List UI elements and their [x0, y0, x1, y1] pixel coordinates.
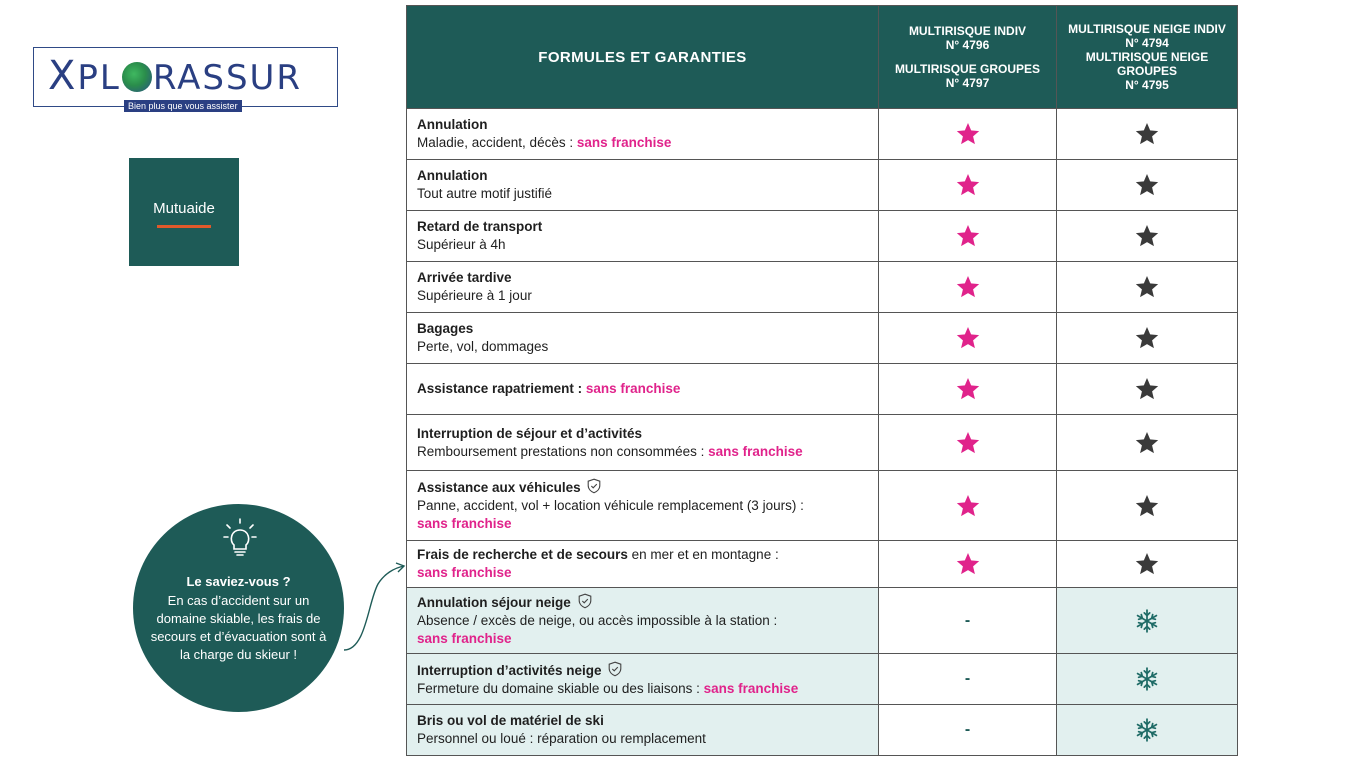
not-covered-dash: -: [964, 721, 971, 738]
star-icon: [1134, 121, 1160, 147]
snowflake-icon: [1134, 666, 1160, 692]
multirisque-neige-cell: [1057, 415, 1238, 471]
star-icon: [955, 430, 981, 456]
star-icon: [955, 551, 981, 577]
multirisque-neige-cell: [1057, 654, 1238, 705]
guarantee-title: Interruption de séjour et d’activités: [417, 425, 643, 441]
mutuaide-logo: [129, 158, 239, 266]
guarantee-cell: [407, 160, 879, 211]
multirisque-neige-cell: [1057, 705, 1238, 756]
header-formules: FORMULES ET GARANTIES: [407, 6, 879, 109]
sans-franchise-tag: sans franchise: [417, 516, 512, 531]
guarantee-title: Annulation: [417, 117, 488, 132]
xplorassur-wordmark: XPL RASSUR: [48, 53, 303, 99]
guarantee-title: Arrivée tardive: [417, 270, 512, 285]
guarantee-description: Personnel ou loué : réparation ou remplacement: [417, 731, 706, 746]
multirisque-cell: [879, 541, 1057, 588]
multirisque-neige-cell: [1057, 109, 1238, 160]
guarantee-title: Annulation: [417, 168, 488, 183]
multirisque-cell: [879, 313, 1057, 364]
table-row: [407, 541, 1238, 588]
guarantee-description: Supérieure à 1 jour: [417, 288, 532, 303]
guarantee-title: Frais de recherche et de secours: [417, 547, 628, 562]
multirisque-cell: [879, 654, 1057, 705]
shield-icon: [607, 661, 623, 677]
star-icon: [1134, 551, 1160, 577]
multirisque-neige-cell: [1057, 160, 1238, 211]
multirisque-cell: [879, 211, 1057, 262]
sans-franchise-tag: sans franchise: [417, 565, 512, 580]
guarantee-description: Fermeture du domaine skiable ou des liaisons :: [417, 680, 704, 696]
star-icon: [1134, 493, 1160, 519]
multirisque-neige-cell: [1057, 588, 1238, 654]
multirisque-neige-cell: [1057, 262, 1238, 313]
tip-arrow: [338, 562, 408, 657]
not-covered-dash: -: [964, 670, 971, 687]
star-icon: [955, 121, 981, 147]
star-icon: [1134, 376, 1160, 402]
mutuaide-underline: [157, 225, 211, 228]
star-icon: [955, 274, 981, 300]
table-row: [407, 262, 1238, 313]
guarantee-cell: [407, 471, 879, 541]
star-icon: [1134, 274, 1160, 300]
star-icon: [1134, 172, 1160, 198]
guarantee-cell: [407, 109, 879, 160]
table-row: [407, 211, 1238, 262]
header-multirisque-neige: MULTIRISQUE NEIGE INDIV N° 4794 MULTIRISQUE NEIGE GROUPES N° 4795: [1057, 6, 1238, 109]
star-icon: [955, 325, 981, 351]
guarantee-description: Maladie, accident, décès :: [417, 135, 577, 150]
guarantee-title: Bris ou vol de matériel de ski: [417, 713, 604, 728]
multirisque-neige-cell: [1057, 211, 1238, 262]
multirisque-cell: [879, 262, 1057, 313]
guarantee-description: Perte, vol, dommages: [417, 339, 549, 354]
snowflake-icon: [1134, 608, 1160, 634]
guarantee-cell: [407, 211, 879, 262]
guarantee-title: Retard de transport: [417, 219, 543, 234]
guarantee-cell: [407, 541, 879, 588]
tip-text: En cas d’accident sur un domaine skiable, les frais de secours et d’évacuation sont à la charge du skieur !: [150, 593, 327, 662]
guarantee-title: Annulation séjour neige: [417, 595, 571, 610]
guarantee-description: Panne, accident, vol + location véhicule remplacement (3 jours) :: [417, 498, 804, 513]
multirisque-cell: [879, 364, 1057, 415]
guarantee-title: Assistance aux véhicules: [417, 480, 581, 495]
lightbulb-icon: [223, 518, 257, 558]
globe-icon: [122, 62, 152, 92]
tip-bubble: [133, 504, 344, 712]
table-row: [407, 471, 1238, 541]
multirisque-neige-cell: [1057, 313, 1238, 364]
multirisque-cell: [879, 705, 1057, 756]
guarantee-cell: [407, 705, 879, 756]
star-icon: [1134, 325, 1160, 351]
table-row: [407, 364, 1238, 415]
shield-icon: [586, 478, 602, 494]
sans-franchise-tag: sans franchise: [417, 631, 512, 646]
table-row: [407, 415, 1238, 471]
guarantee-title: Assistance rapatriement :: [417, 381, 586, 396]
star-icon: [955, 376, 981, 402]
star-icon: [955, 223, 981, 249]
multirisque-neige-cell: [1057, 364, 1238, 415]
guarantee-cell: [407, 415, 879, 471]
guarantee-cell: [407, 654, 879, 705]
guarantee-title: Bagages: [417, 321, 474, 336]
guarantee-description: Remboursement prestations non consommées :: [417, 443, 709, 459]
guarantee-title-suffix: en mer et en montagne :: [627, 547, 779, 562]
star-icon: [1134, 430, 1160, 456]
tip-title: Le saviez-vous ?: [186, 574, 291, 589]
xplorassur-logo: [33, 47, 338, 111]
multirisque-neige-cell: [1057, 541, 1238, 588]
star-icon: [1134, 223, 1160, 249]
sans-franchise-tag: sans franchise: [585, 381, 681, 396]
guarantee-description: Tout autre motif justifié: [417, 186, 553, 201]
snowflake-icon: [1134, 717, 1160, 743]
header-multirisque: MULTIRISQUE INDIV N° 4796 MULTIRISQUE GROUPES N° 4797: [879, 6, 1057, 109]
guarantee-cell: [407, 588, 879, 654]
mutuaide-name: Mutuaide: [153, 200, 215, 217]
table-row: [407, 705, 1238, 756]
sans-franchise-tag: sans franchise: [703, 680, 799, 696]
multirisque-cell: [879, 471, 1057, 541]
multirisque-cell: [879, 415, 1057, 471]
sans-franchise-tag: sans franchise: [576, 135, 672, 150]
guarantee-title: Interruption d’activités neige: [417, 662, 602, 678]
xplorassur-tagline: Bien plus que vous assister: [124, 100, 242, 112]
multirisque-cell: [879, 588, 1057, 654]
shield-icon: [577, 593, 593, 609]
guarantees-table: [406, 5, 1238, 756]
table-row: [407, 160, 1238, 211]
table-row: [407, 588, 1238, 654]
table-row: [407, 109, 1238, 160]
guarantee-description: Supérieur à 4h: [417, 237, 506, 252]
multirisque-cell: [879, 109, 1057, 160]
guarantee-cell: [407, 313, 879, 364]
not-covered-dash: -: [964, 611, 971, 629]
star-icon: [955, 493, 981, 519]
guarantee-cell: [407, 262, 879, 313]
star-icon: [955, 172, 981, 198]
sans-franchise-tag: sans franchise: [708, 443, 803, 459]
multirisque-cell: [879, 160, 1057, 211]
guarantee-cell: [407, 364, 879, 415]
table-row: [407, 313, 1238, 364]
multirisque-neige-cell: [1057, 471, 1238, 541]
guarantee-description: Absence / excès de neige, ou accès impossible à la station :: [417, 613, 778, 628]
table-row: [407, 654, 1238, 705]
